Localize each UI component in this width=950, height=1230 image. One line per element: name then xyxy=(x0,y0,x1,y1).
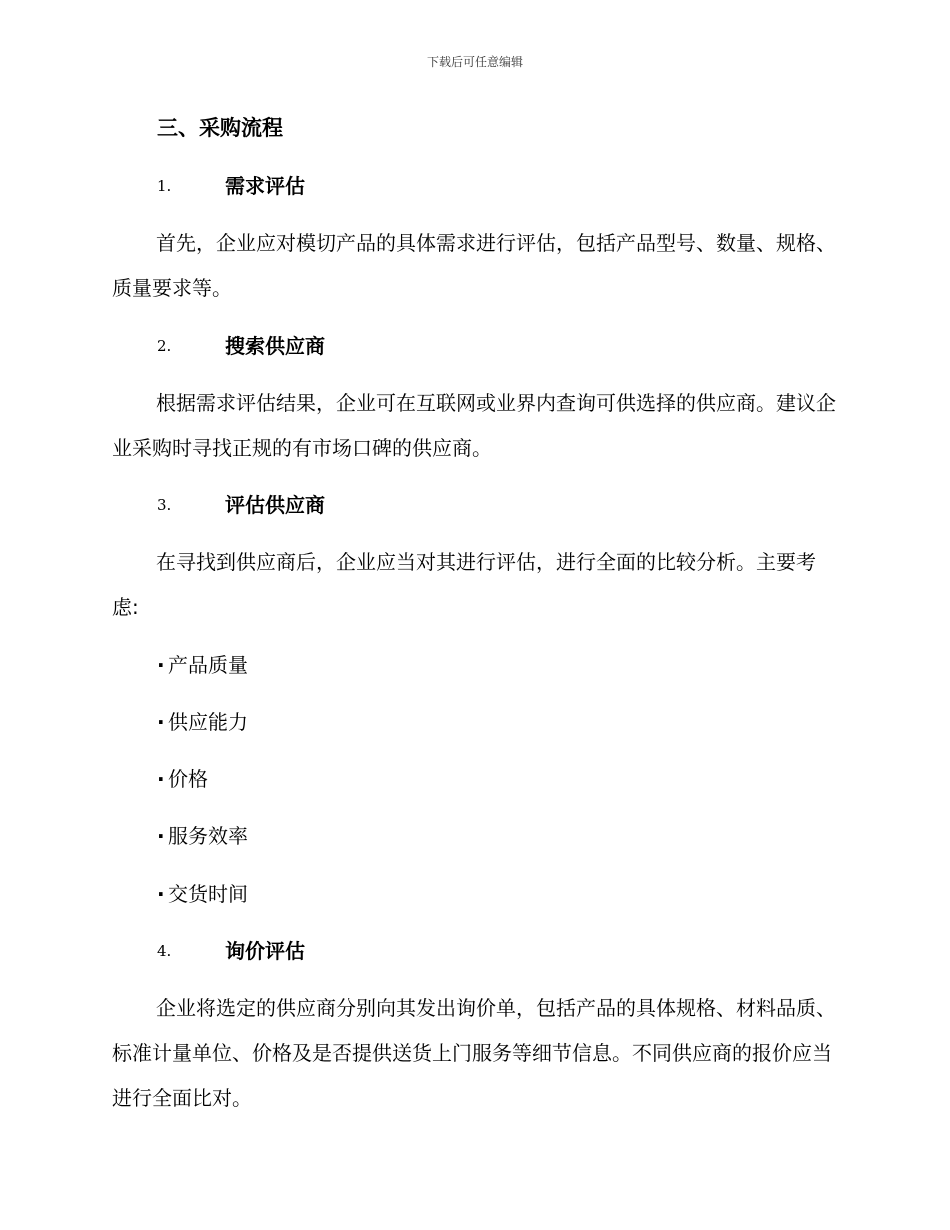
list-item xyxy=(157,708,248,736)
list-item xyxy=(157,880,248,908)
section-heading: 三、采购流程 xyxy=(157,116,283,140)
step-number: 4. xyxy=(157,942,172,960)
step-title: 搜索供应商 xyxy=(225,334,325,358)
bullet-glyph: · xyxy=(157,653,165,677)
step-paragraph-4: 企业将选定的供应商分别向其发出询价单，包括产品的具体规格、材料品质、标准计量单位、价格及是否提供送货上门服务等细节信息。不同供应商的报价应当进行全面比对。 xyxy=(112,996,836,1110)
list-item-text: 产品质量 xyxy=(168,653,248,677)
step-title: 评估供应商 xyxy=(225,493,325,517)
step-number: 1. xyxy=(157,177,172,195)
step-paragraph-2: 根据需求评估结果，企业可在互联网或业界内查询可供选择的供应商。建议企业采购时寻找正规的有市场口碑的供应商。 xyxy=(112,391,836,460)
step-heading-1 xyxy=(157,172,305,200)
list-item xyxy=(157,822,248,850)
bullet-glyph: · xyxy=(157,710,165,734)
list-item xyxy=(157,651,248,679)
step-paragraph-1: 首先，企业应对模切产品的具体需求进行评估，包括产品型号、数量、规格、质量要求等。 xyxy=(112,231,836,300)
list-item-text: 供应能力 xyxy=(168,710,248,734)
list-item-text: 交货时间 xyxy=(168,882,248,906)
step-number: 3. xyxy=(157,496,172,514)
list-item-text: 服务效率 xyxy=(168,824,248,848)
list-item-text: 价格 xyxy=(168,767,208,791)
step-title: 需求评估 xyxy=(225,174,305,198)
step-heading-3 xyxy=(157,491,325,519)
step-heading-4 xyxy=(157,937,305,965)
page-header: 下载后可任意编辑 xyxy=(426,55,523,69)
step-number: 2. xyxy=(157,337,172,355)
bullet-glyph: · xyxy=(157,882,165,906)
bullet-glyph: · xyxy=(157,767,165,791)
bullet-glyph: · xyxy=(157,824,165,848)
step-title: 询价评估 xyxy=(225,939,305,963)
step-paragraph-3: 在寻找到供应商后，企业应当对其进行评估，进行全面的比较分析。主要考虑: xyxy=(112,550,816,619)
step-heading-2 xyxy=(157,332,325,360)
list-item xyxy=(157,765,208,793)
